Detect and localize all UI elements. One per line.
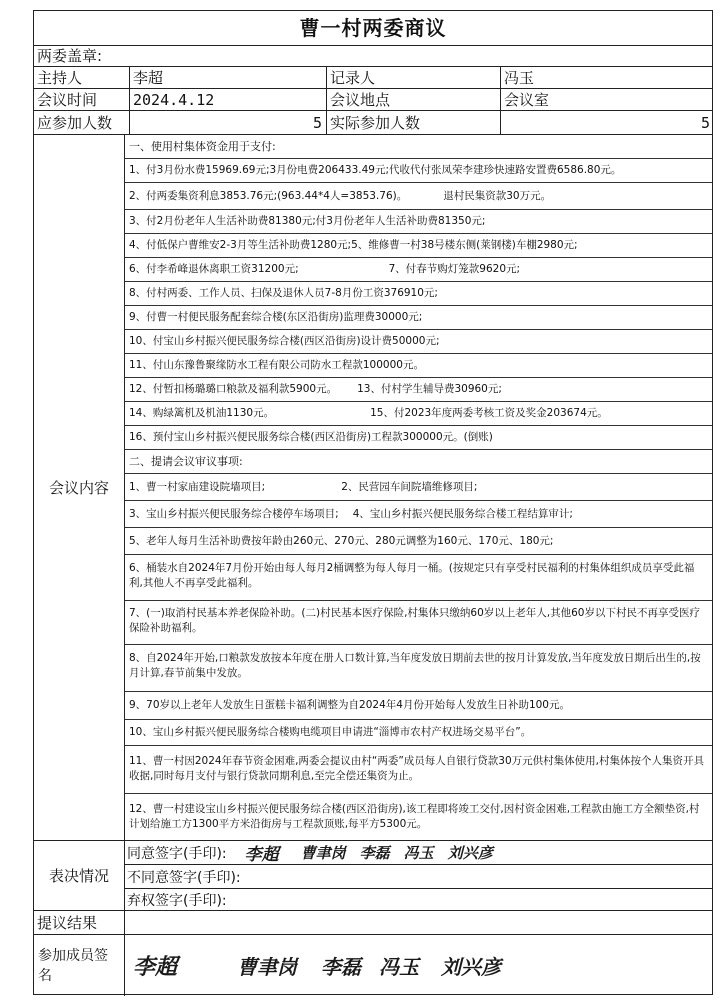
section-2-heading: 二、提请会议审议事项:: [125, 450, 712, 474]
agree-row: [125, 841, 712, 865]
host-label: 主持人: [34, 67, 130, 88]
proposal-3: 3、宝山乡村振兴便民服务综合楼停车场项目;: [129, 507, 339, 520]
content-label: 会议内容: [34, 135, 125, 840]
expected-label: 应参加人数: [34, 111, 130, 134]
item-12: 12、付暂扣杨璐璐口粮款及福利款5900元。: [129, 383, 338, 395]
member-signature-4: 冯玉: [379, 955, 420, 979]
place-value: 会议室: [504, 91, 550, 109]
stamp-label: 两委盖章:: [37, 47, 103, 65]
item-10: 10、付宝山乡村振兴便民服务综合楼(西区沿街房)设计费50000元;: [125, 330, 712, 354]
time-row: [34, 89, 712, 111]
place-label: 会议地点: [327, 89, 501, 110]
meeting-record-form: [33, 10, 713, 995]
item-4-5: 4、付低保户曹维安2-3月等生活补助费1280元;5、维修曹一村38号楼东侧(莱钢楼)车棚2980元;: [125, 234, 712, 258]
member-signature-5: 刘兴彦: [441, 955, 502, 979]
abstain-row: [125, 889, 712, 911]
agree-signature-1: 李超: [244, 845, 279, 865]
item-13: 13、付村学生辅导费30960元;: [357, 383, 502, 395]
item-2-text: 2、付两委集资利息3853.76元;(963.44*4人=3853.76)。: [129, 189, 408, 202]
proposal-2: 2、民营园车间院墙维修项目;: [341, 480, 478, 493]
item-16: 16、预付宝山乡村振兴便民服务综合楼(西区沿街房)工程款300000元。(倒账): [125, 426, 712, 450]
item-12-13: [125, 378, 712, 402]
disagree-label: 不同意签字(手印):: [127, 869, 241, 886]
member-signature-1: 李超: [133, 954, 178, 980]
agree-signature-2: 曹聿岗: [300, 844, 346, 862]
item-3: 3、付2月份老年人生活补助费81380元;付3月份老年人生活补助费81350元;: [125, 210, 712, 234]
item-1: 1、付3月份水费15969.69元;3月份电费206433.49元;代收代付张凤荣李建珍快速路安置费6586.80元。: [125, 159, 712, 183]
recorder-value: 冯玉: [504, 69, 535, 87]
members-signatures: [125, 935, 714, 996]
item-6: 6、付李希峰退休离职工资31200元;: [129, 263, 299, 275]
proposal-1-2: [125, 474, 712, 501]
proposal-result-row: [34, 911, 712, 935]
item-2-refund: 退村民集资款30万元。: [443, 189, 552, 202]
proposal-9: 9、70岁以上老年人发放生日蛋糕卡福利调整为自2024年4月份开始每人发放生日补助100元。: [125, 692, 712, 720]
actual-value: 5: [700, 113, 710, 132]
proposal-12: 12、曹一村建设宝山乡村振兴便民服务综合楼(西区沿街房),该工程即将竣工交付,因村资金困难,工程款由施工方全额垫资,村计划给施工方1300平方米沿街房与工程款顶账,每平方5300元。: [129, 803, 700, 830]
agree-signature-5: 刘兴彦: [447, 844, 493, 862]
member-signature-2: 曹聿岗: [237, 955, 298, 979]
abstain-label: 弃权签字(手印):: [127, 892, 227, 909]
disagree-row: [125, 865, 712, 889]
members-label: 参加成员签名: [34, 935, 125, 996]
item-14-15: [125, 402, 712, 426]
proposal-4: 4、宝山乡村振兴便民服务综合楼工程结算审计;: [352, 507, 573, 520]
host-value: 李超: [130, 67, 327, 88]
proposal-7: 7、(一)取消村民基本养老保险补助。(二)村民基本医疗保险,村集体只缴纳60岁以上老年人,其他60岁以下村民不再享受医疗保险补助福利。: [125, 601, 712, 645]
host-row: [34, 67, 712, 89]
proposal-8: 8、自2024年开始,口粮款发放按本年度在册人口数计算,当年度发放日期前去世的按月计算发放,当年度发放日期后出生的,按月计算,春节前集中发放。: [125, 645, 712, 692]
proposal-3-4: [125, 501, 712, 528]
item-7: 7、付春节购灯笼款9620元;: [388, 263, 521, 275]
item-11: 11、付山东豫鲁聚缘防水工程有限公司防水工程款100000元。: [125, 354, 712, 378]
stamp-row: [34, 45, 712, 67]
proposal-result-label: 提议结果: [34, 911, 125, 934]
section-1-heading: 一、使用村集体资金用于支付:: [125, 135, 712, 159]
item-2: [125, 183, 712, 210]
proposal-1: 1、曹一村家庙建设院墙项目;: [129, 480, 266, 493]
agree-signature-3: 李磊: [359, 844, 390, 862]
agree-signature-4: 冯玉: [403, 844, 434, 862]
attendance-row: [34, 111, 712, 135]
members-row: [34, 935, 712, 996]
document-title: 曹一村两委商议: [34, 11, 712, 46]
content-block: [34, 135, 712, 841]
proposal-11: 11、曹一村因2024年春节资金困难,两委会提议由村“两委”成员每人自银行贷款30万元供村集体使用,村集体按个人集资开具收据,同时每月支付与银行贷款同期利息,至完全偿还集资为止。: [125, 746, 712, 794]
time-value: 2024.4.12: [130, 89, 327, 110]
item-6-7: [125, 258, 712, 282]
item-9: 9、付曹一村便民服务配套综合楼(东区沿街房)监理费30000元;: [125, 306, 712, 330]
expected-value: 5: [130, 111, 327, 134]
actual-label: 实际参加人数: [327, 111, 501, 134]
recorder-label: 记录人: [327, 67, 501, 88]
agree-label: 同意签字(手印):: [127, 845, 227, 862]
proposal-6: 6、桶装水自2024年7月份开始由每人每月2桶调整为每人每月一桶。(按规定只有享受村民福利的村集体组织成员享受此福利,其他人不再享受此福利。: [125, 555, 712, 601]
item-8: 8、付村两委、工作人员、扫保及退休人员7-8月份工资376910元;: [125, 282, 712, 306]
item-15: 15、付2023年度两委考核工资及奖金203674元。: [370, 407, 608, 419]
member-signature-3: 李磊: [321, 955, 362, 979]
proposal-10: 10、宝山乡村振兴便民服务综合楼购电缆项目申请进“淄博市农村产权进场交易平台”。: [125, 720, 712, 746]
time-label: 会议时间: [34, 89, 130, 110]
proposal-5: 5、老年人每月生活补助费按年龄由260元、270元、280元调整为160元、170元、180元;: [125, 528, 712, 555]
vote-label: 表决情况: [34, 841, 125, 910]
item-14: 14、购绿篱机及机油1130元。: [129, 407, 275, 419]
